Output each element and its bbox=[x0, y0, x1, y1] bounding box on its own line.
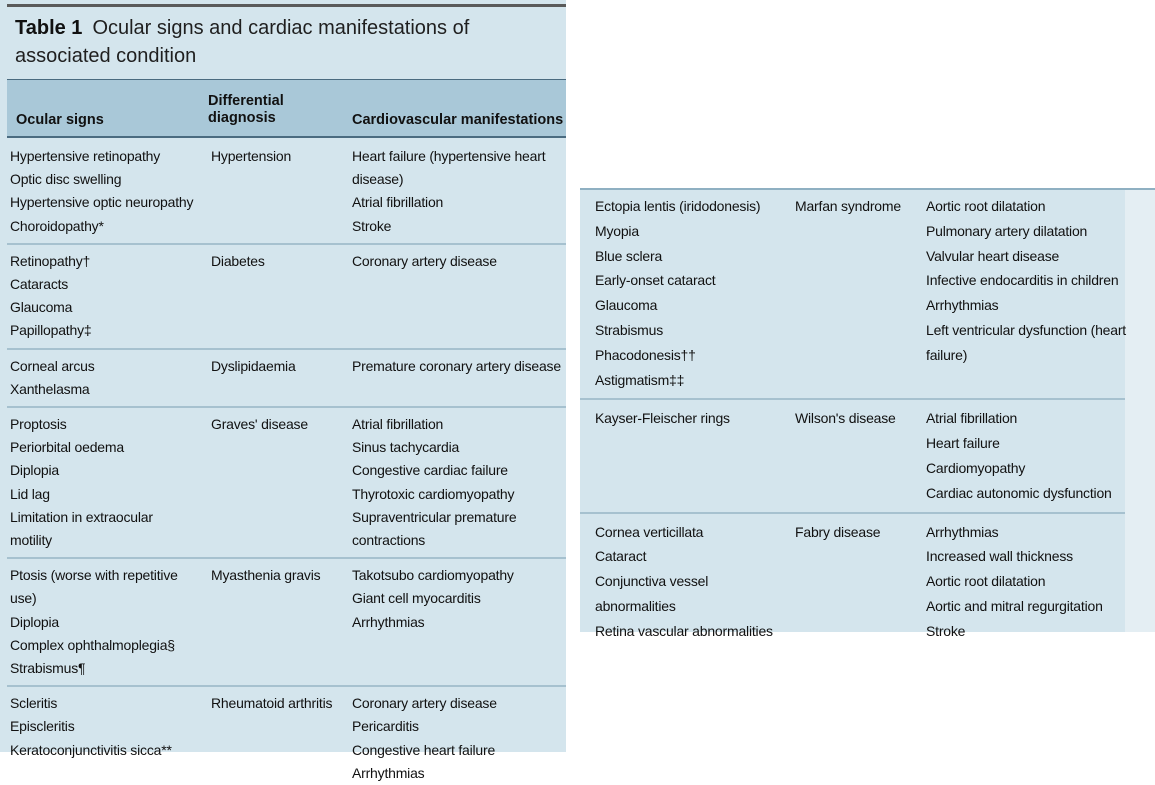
cell-line: Atrial fibrillation bbox=[926, 410, 1018, 427]
header-differential-line1: Differential bbox=[208, 93, 284, 109]
cell-line: Ectopia lentis (iridodonesis) bbox=[595, 198, 761, 214]
cell-line: Heart failure (hypertensive heart bbox=[352, 148, 546, 164]
cell-line: Cataracts bbox=[10, 276, 69, 292]
table-panel-right bbox=[580, 188, 1155, 639]
row-divider bbox=[7, 685, 566, 687]
cell-line: Choroidopathy* bbox=[10, 217, 104, 234]
cell-line: Stroke bbox=[352, 217, 392, 234]
header-ocular-signs: Ocular signs bbox=[16, 112, 104, 128]
cell-line: Rheumatoid arthritis bbox=[211, 695, 333, 712]
cardiovascular-cell bbox=[352, 692, 497, 785]
ocular-signs-cell bbox=[10, 145, 193, 238]
cell-line: Aortic root dilatation bbox=[926, 573, 1046, 590]
table-caption: Ocular signs and cardiac manifestations of associated condition bbox=[15, 17, 470, 67]
cell-line: Diplopia bbox=[10, 613, 59, 630]
panel-edge bbox=[1125, 188, 1155, 632]
row-divider bbox=[7, 406, 566, 408]
cell-line: Myopia bbox=[595, 222, 639, 239]
row-divider bbox=[7, 557, 566, 559]
table-title bbox=[15, 14, 535, 70]
cell-line: use) bbox=[10, 590, 37, 607]
cell-line: Astigmatism‡‡ bbox=[595, 371, 685, 388]
cell-line: Hypertensive optic neuropathy bbox=[10, 194, 194, 211]
cell-line: Early-onset cataract bbox=[595, 272, 716, 289]
cell-line: Hypertensive retinopathy bbox=[10, 148, 161, 164]
diagnosis-cell bbox=[211, 413, 308, 436]
cell-line: Takotsubo cardiomyopathy bbox=[352, 567, 514, 584]
cell-line: Ptosis (worse with repetitive bbox=[10, 567, 178, 584]
ocular-signs-cell bbox=[10, 413, 153, 552]
cell-line: Sinus tachycardia bbox=[352, 439, 460, 456]
cell-line: Strabismus¶ bbox=[10, 660, 86, 676]
diagnosis-cell bbox=[211, 145, 291, 168]
diagnosis-cell bbox=[211, 250, 265, 273]
diagnosis-cell bbox=[795, 194, 901, 219]
ocular-signs-cell bbox=[10, 564, 178, 680]
row-divider bbox=[580, 512, 1125, 514]
diagnosis-cell bbox=[795, 406, 896, 431]
cell-line: Coronary artery disease bbox=[352, 252, 497, 269]
cardiovascular-cell bbox=[352, 413, 516, 552]
cell-line: Complex ophthalmoplegia§ bbox=[10, 636, 175, 653]
cardiovascular-cell bbox=[926, 194, 1126, 368]
cell-line: Aortic root dilatation bbox=[926, 198, 1046, 214]
cell-line: Thyrotoxic cardiomyopathy bbox=[352, 485, 515, 502]
cell-line: Arrhythmias bbox=[926, 523, 999, 540]
cell-line: Congestive heart failure bbox=[352, 741, 496, 758]
cell-line: Aortic and mitral regurgitation bbox=[926, 597, 1103, 614]
cell-line: Supraventricular premature bbox=[352, 508, 517, 525]
cell-line: Proptosis bbox=[10, 416, 67, 432]
cell-line: Left ventricular dysfunction (heart bbox=[926, 321, 1126, 338]
cell-line: Coronary artery disease bbox=[352, 695, 497, 712]
cardiovascular-cell bbox=[926, 520, 1103, 644]
cell-line: contractions bbox=[352, 532, 426, 549]
cell-line: Valvular heart disease bbox=[926, 247, 1060, 264]
cell-line: Episcleritis bbox=[10, 718, 75, 735]
top-rule bbox=[580, 188, 1155, 190]
table-number: Table 1 bbox=[15, 17, 83, 39]
cell-line: disease) bbox=[352, 171, 404, 188]
row-divider bbox=[580, 398, 1125, 400]
cell-line: Cornea verticillata bbox=[595, 523, 704, 540]
cell-line: Graves' disease bbox=[211, 416, 308, 432]
ocular-signs-cell bbox=[595, 520, 773, 644]
cell-line: Strabismus bbox=[595, 321, 664, 338]
cell-line: Cardiomyopathy bbox=[926, 459, 1026, 476]
ocular-signs-cell bbox=[10, 692, 172, 762]
cell-line: abnormalities bbox=[595, 597, 676, 614]
cell-line: Giant cell myocarditis bbox=[352, 590, 481, 607]
cell-line: Limitation in extraocular bbox=[10, 508, 153, 525]
cell-line: Wilson's disease bbox=[795, 410, 896, 427]
diagnosis-cell bbox=[211, 692, 332, 715]
ocular-signs-cell bbox=[10, 355, 95, 401]
cell-line: Diabetes bbox=[211, 252, 265, 269]
cell-line: Cardiac autonomic dysfunction bbox=[926, 484, 1112, 501]
header-cardiovascular: Cardiovascular manifestations bbox=[352, 112, 564, 128]
cardiovascular-cell bbox=[352, 145, 545, 238]
cell-line: Increased wall thickness bbox=[926, 548, 1073, 565]
header-differential-line2: diagnosis bbox=[208, 110, 276, 126]
cardiovascular-cell bbox=[352, 564, 514, 634]
cardiovascular-cell bbox=[926, 406, 1112, 505]
cell-line: Diplopia bbox=[10, 462, 59, 479]
cell-line: failure) bbox=[926, 346, 968, 363]
cell-line: Arrhythmias bbox=[926, 297, 999, 314]
cardiovascular-cell bbox=[352, 355, 561, 378]
ocular-signs-cell bbox=[595, 406, 730, 431]
cell-line: Corneal arcus bbox=[10, 357, 95, 374]
cell-line: motility bbox=[10, 532, 52, 549]
cell-line: Papillopathy‡ bbox=[10, 322, 92, 339]
row-divider bbox=[7, 348, 566, 350]
cell-line: Arrhythmias bbox=[352, 613, 425, 630]
diagnosis-cell bbox=[211, 564, 320, 587]
cell-line: Infective endocarditis in children bbox=[926, 272, 1119, 289]
cell-line: Glaucoma bbox=[595, 297, 658, 314]
cell-line: Retinopathy† bbox=[10, 252, 91, 269]
cell-line: Marfan syndrome bbox=[795, 198, 901, 214]
row-divider bbox=[7, 243, 566, 245]
cell-line: Lid lag bbox=[10, 485, 50, 502]
cell-line: Periorbital oedema bbox=[10, 439, 124, 456]
cell-line: Scleritis bbox=[10, 695, 58, 712]
header-differential bbox=[208, 93, 284, 127]
cell-line: Atrial fibrillation bbox=[352, 416, 444, 432]
cell-line: Optic disc swelling bbox=[10, 171, 122, 188]
diagnosis-cell bbox=[211, 355, 296, 378]
cardiovascular-cell bbox=[352, 250, 497, 273]
cell-line: Myasthenia gravis bbox=[211, 567, 321, 584]
diagnosis-cell bbox=[795, 520, 880, 545]
ocular-signs-cell bbox=[595, 194, 760, 392]
top-border bbox=[7, 4, 566, 7]
cell-line: Conjunctiva vessel bbox=[595, 573, 709, 590]
cell-line: Kayser-Fleischer rings bbox=[595, 410, 730, 427]
cell-line: Pulmonary artery dilatation bbox=[926, 222, 1088, 239]
ocular-signs-cell bbox=[10, 250, 91, 343]
cell-line: Congestive cardiac failure bbox=[352, 462, 508, 479]
cell-line: Blue sclera bbox=[595, 247, 663, 264]
cell-line: Keratoconjunctivitis sicca** bbox=[10, 741, 172, 758]
cell-line: Phacodonesis†† bbox=[595, 346, 696, 363]
header-rule-bottom bbox=[7, 136, 566, 138]
cell-line: Heart failure bbox=[926, 435, 1000, 452]
cell-line: Pericarditis bbox=[352, 718, 419, 735]
cell-line: Hypertension bbox=[211, 148, 292, 164]
cell-line: Dyslipidaemia bbox=[211, 357, 296, 374]
cell-line: Glaucoma bbox=[10, 299, 73, 316]
cell-line: Arrhythmias bbox=[352, 764, 425, 781]
cell-line: Cataract bbox=[595, 548, 647, 565]
cell-line: Xanthelasma bbox=[10, 380, 90, 397]
cell-line: Fabry disease bbox=[795, 523, 881, 540]
cell-line: Retina vascular abnormalities bbox=[595, 622, 773, 639]
cell-line: Premature coronary artery disease bbox=[352, 357, 561, 374]
cell-line: Stroke bbox=[926, 622, 966, 639]
table-panel-left bbox=[0, 0, 566, 781]
cell-line: Atrial fibrillation bbox=[352, 194, 444, 211]
